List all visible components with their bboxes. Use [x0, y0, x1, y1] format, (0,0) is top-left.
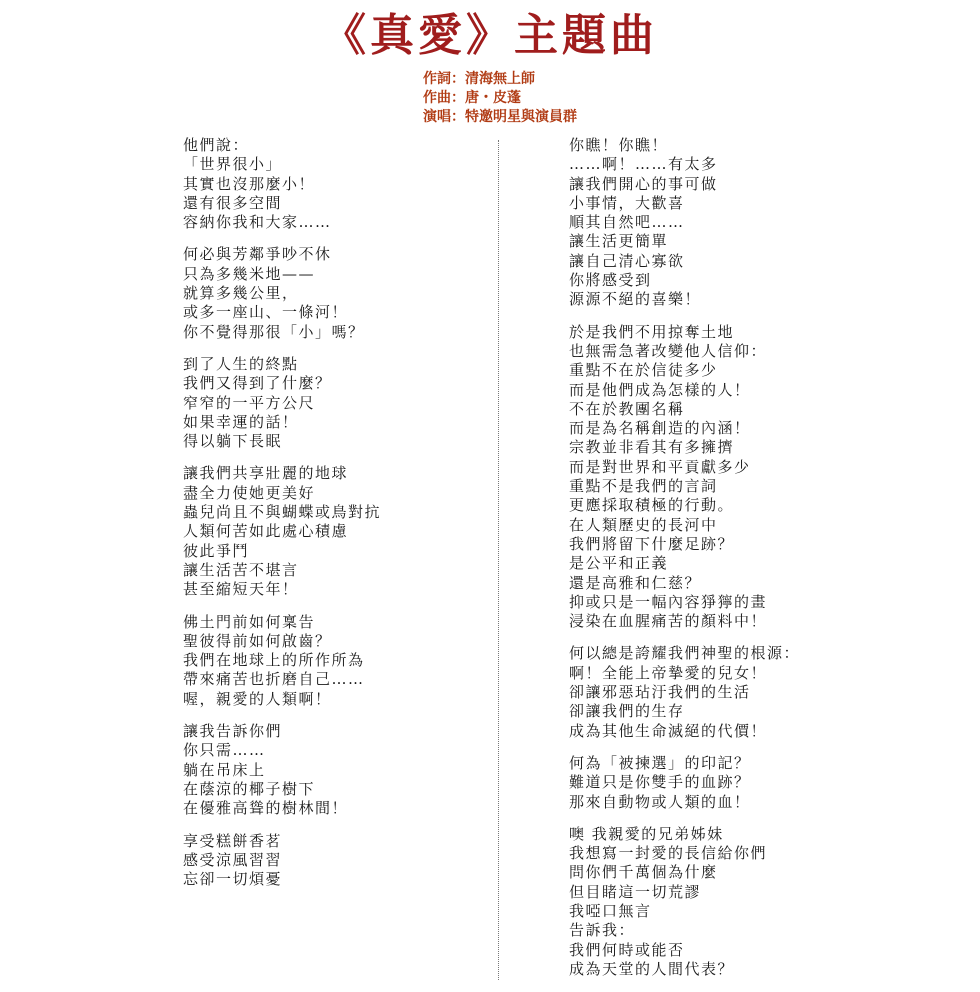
lyric-line: 彼此爭鬥 [183, 541, 250, 560]
lyric-line: 讓我們共享壯麗的地球 [183, 464, 349, 483]
lyric-stanza [183, 245, 483, 341]
lyric-line: 小事情，大歡喜 [569, 193, 685, 212]
lyric-line: 忘卻一切煩憂 [183, 870, 283, 889]
lyric-line: 我們何時或能否 [569, 940, 685, 959]
lyric-line: 抑或只是一幅內容猙獰的畫 [569, 592, 768, 611]
lyric-stanza [183, 613, 483, 709]
lyric-line: 感受涼風習習 [183, 850, 283, 869]
lyric-stanza [183, 722, 483, 818]
lyric-line: 「世界很小」 [183, 155, 283, 174]
lyric-line: 讓生活更簡單 [569, 232, 669, 251]
lyric-line: 你瞧！你瞧！ [569, 136, 669, 154]
lyric-line: ……啊！……有太多 [569, 155, 718, 174]
column-divider [498, 140, 499, 980]
lyric-line: 於是我們不用掠奪土地 [569, 322, 735, 341]
lyric-line: 容納你我和大家…… [183, 213, 332, 232]
lyric-stanza [569, 644, 819, 740]
lyric-line: 佛土門前如何稟告 [183, 612, 316, 631]
lyric-line: 我們將留下什麼足跡？ [569, 534, 735, 553]
lyric-stanza [569, 323, 819, 632]
lyric-line: 就算多幾公里， [183, 284, 299, 303]
lyric-line: 我想寫一封愛的長信給你們 [569, 844, 768, 863]
lyric-line: 聖彼得前如何啟齒？ [183, 631, 332, 650]
lyric-stanza [569, 136, 819, 310]
lyric-line: 還有很多空間 [183, 193, 283, 212]
lyric-line: 躺在吊床上 [183, 760, 266, 779]
lyric-stanza [183, 355, 483, 451]
lyric-stanza [183, 464, 483, 599]
lyric-line: 讓我告訴你們 [183, 722, 283, 741]
lyric-stanza [569, 754, 819, 812]
lyric-line: 告訴我： [569, 921, 636, 940]
lyric-line: 成為天堂的人間代表？ [569, 959, 735, 978]
lyric-line: 浸染在血腥痛苦的顏料中！ [569, 612, 768, 631]
lyric-line: 他們說： [183, 136, 250, 154]
lyric-line: 人類何苦如此處心積慮 [183, 522, 349, 541]
lyric-line: 順其自然吧…… [569, 213, 685, 232]
lyric-line: 啊！全能上帝摯愛的兒女！ [569, 663, 768, 682]
song-title: 《真愛》主題曲 [322, 10, 658, 61]
lyric-line: 也無需急著改變他人信仰： [569, 341, 768, 360]
lyric-line: 你將感受到 [569, 271, 652, 290]
lyric-line: 卻讓邪惡玷汙我們的生活 [569, 683, 751, 702]
lyric-line: 讓生活苦不堪言 [183, 560, 299, 579]
lyric-line: 而是對世界和平貢獻多少 [569, 457, 751, 476]
lyric-line: 我們在地球上的所作所為 [183, 651, 365, 670]
lyric-line: 噢 我親愛的兄弟姊妹 [569, 824, 724, 843]
lyric-line: 我們又得到了什麼？ [183, 374, 332, 393]
lyric-line: 重點不在於信徒多少 [569, 361, 718, 380]
lyric-line: 帶來痛苦也折磨自己…… [183, 670, 365, 689]
lyric-line: 讓自己清心寡欲 [569, 251, 685, 270]
lyric-line: 宗教並非看其有多擁擠 [569, 438, 735, 457]
lyric-line: 難道只是你雙手的血跡？ [569, 773, 751, 792]
lyric-line: 不在於教團名稱 [569, 399, 685, 418]
lyric-line: 何為「被揀選」的印記？ [569, 753, 751, 772]
lyric-line: 重點不是我們的言詞 [569, 477, 718, 496]
lyric-line: 蟲兒尚且不與蝴蝶或鳥對抗 [183, 503, 382, 522]
lyric-line: 盡全力使她更美好 [183, 483, 316, 502]
lyric-stanza [569, 825, 819, 979]
lyric-line: 窄窄的一平方公尺 [183, 393, 316, 412]
lyric-line: 但目睹這一切荒謬 [569, 882, 702, 901]
lyric-line: 還是高雅和仁慈？ [569, 573, 702, 592]
performer-credit: 演唱：特邀明星與演員群 [423, 109, 577, 125]
composer-credit: 作曲：唐・皮蓬 [423, 90, 521, 106]
lyric-line: 在人類歷史的長河中 [569, 515, 718, 534]
lyric-line: 在蔭涼的椰子樹下 [183, 779, 316, 798]
lyric-line: 何以總是誇耀我們神聖的根源： [569, 644, 801, 663]
lyric-line: 更應採取積極的行動。 [569, 496, 735, 515]
lyric-line: 其實也沒那麼小！ [183, 174, 316, 193]
lyric-line: 問你們千萬個為什麼 [569, 863, 718, 882]
lyric-line: 甚至縮短天年！ [183, 580, 299, 599]
lyric-line: 而是他們成為怎樣的人！ [569, 380, 751, 399]
lyric-line: 如果幸運的話！ [183, 412, 299, 431]
lyric-line: 那來自動物或人類的血！ [569, 792, 751, 811]
lyric-line: 成為其他生命滅絕的代價！ [569, 721, 768, 740]
lyric-line: 源源不絕的喜樂！ [569, 290, 702, 309]
lyricist-credit: 作詞：清海無上師 [423, 71, 535, 87]
lyric-line: 你只需…… [183, 741, 266, 760]
lyric-stanza [183, 832, 483, 890]
lyric-line: 或多一座山、一條河！ [183, 303, 349, 322]
lyric-line: 到了人生的終點 [183, 354, 299, 373]
lyric-line: 只為多幾米地—— [183, 264, 316, 283]
lyrics-left-column [183, 136, 483, 902]
lyric-line: 喔，親愛的人類啊！ [183, 689, 332, 708]
lyric-stanza [183, 136, 483, 232]
lyric-line: 讓我們開心的事可做 [569, 174, 718, 193]
lyric-line: 而是為名稱創造的內涵！ [569, 419, 751, 438]
lyric-line: 何必與芳鄰爭吵不休 [183, 245, 332, 264]
lyric-line: 是公平和正義 [569, 554, 669, 573]
lyric-line: 得以躺下長眠 [183, 432, 283, 451]
lyric-line: 你不覺得那很「小」嗎？ [183, 322, 365, 341]
credits [423, 70, 577, 127]
lyric-line: 我啞口無言 [569, 901, 652, 920]
lyrics-right-column [569, 136, 819, 992]
lyric-line: 在優雅高聳的樹林間！ [183, 799, 349, 818]
lyric-line: 卻讓我們的生存 [569, 702, 685, 721]
lyric-line: 享受糕餅香茗 [183, 831, 283, 850]
